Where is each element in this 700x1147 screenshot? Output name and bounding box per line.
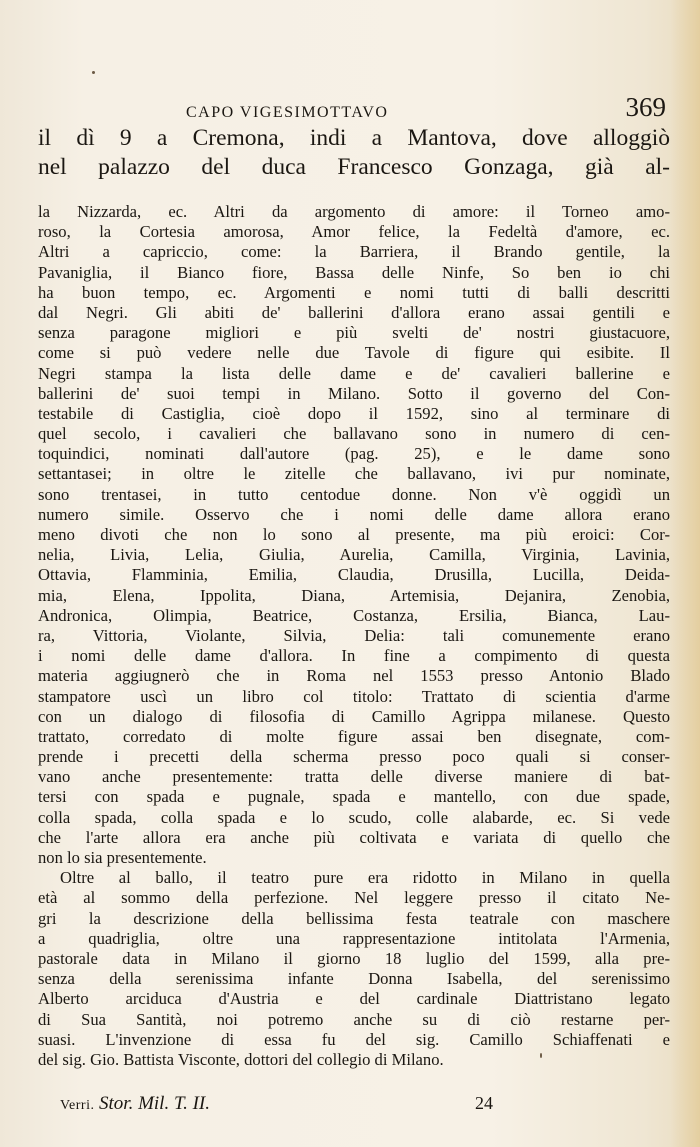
text-line: ra, Vittoria, Violante, Silvia, Delia: tali comunemente erano — [38, 625, 670, 645]
text-line: meno divoti che non lo sono al presente, ma più eroici: Cor- — [38, 525, 670, 544]
text-line: trattato, corredato di molte figure assai ben disegnate, com- — [38, 726, 670, 746]
text-line: Pavaniglia, il Bianco fiore, Bassa delle Ninfe, So ben io chi — [38, 262, 670, 282]
signature-footer — [60, 1093, 560, 1121]
signature-title: Stor. Mil. T. II. — [99, 1093, 211, 1114]
text-line: materia aggiugnerò che in Roma nel 1553 presso Antonio Blado — [38, 666, 670, 686]
text-line: testabile di Castiglia, cioè dopo il 1592, sino al terminare di — [38, 403, 670, 423]
text-line: a quadriglia, oltre una rappresentazione intitolata l'Armenia, — [38, 928, 670, 948]
text-line: suasi. L'invenzione di essa fu del sig. Camillo Schiaffenati e — [38, 1029, 670, 1049]
text-line: Andronica, Olimpia, Beatrice, Costanza, Ersilia, Bianca, Lau- — [38, 605, 670, 625]
text-line: nelia, Livia, Lelia, Giulia, Aurelia, Camilla, Virginia, Lavinia, — [38, 545, 670, 565]
text-line: senza della serenissima infante Donna Isabella, del serenissimo — [38, 969, 670, 989]
text-line: di Sua Santità, noi potremo anche su di ciò restarne per- — [38, 1009, 670, 1029]
text-line: prende i precetti della scherma presso poco quali si conser- — [38, 747, 670, 767]
text-line: senza paragone migliori e più svelti de' nostri giustacuore, — [38, 323, 670, 343]
text-line: ha buon tempo, ec. Argomenti e nomi tutti di balli descritti — [38, 282, 670, 302]
ink-speck — [92, 71, 95, 74]
text-line: ballerini de' suoi tempi in Milano. Sotto il governo del Con- — [38, 383, 670, 403]
signature-mark — [60, 1093, 210, 1115]
text-line: toquindici, nominati dall'autore (pag. 25), e le dame sono — [38, 444, 670, 464]
text-line: mia, Elena, Ippolita, Diana, Artemisia, Dejanira, Zenobia, — [38, 585, 670, 605]
text-line: i nomi delle dame d'allora. In fine a compimento di questa — [38, 646, 670, 666]
text-line: con un dialogo di filosofia di Camillo Agrippa milanese. Questo — [38, 706, 670, 726]
text-line: settantasei; in oltre le zitelle che ballavano, ivi pur nominate, — [38, 464, 670, 484]
text-line: colla spada, colla spada e lo scudo, colle alabarde, ec. Si vede — [38, 807, 670, 827]
text-line: roso, la Cortesia amorosa, Amor felice, la Fedeltà d'amore, ec. — [38, 222, 670, 242]
page-edge-stain — [670, 0, 700, 1147]
lead-line: il dì 9 a Cremona, indi a Mantova, dove alloggiò — [38, 125, 670, 151]
text-line: numero simile. Osservo che i nomi delle dame allora erano — [38, 504, 670, 524]
text-line: che l'arte allora era anche più coltivata e variata di quello che — [38, 827, 670, 847]
lead-paragraph — [38, 124, 670, 182]
text-line: sono trentasei, in tutto centodue donne. Non v'è oggidì un — [38, 484, 670, 504]
signature-number: 24 — [475, 1093, 493, 1113]
signature-author: Verri. — [60, 1098, 95, 1113]
text-line: stampatore uscì un libro col titolo: Trattato di scientia d'arme — [38, 686, 670, 706]
text-line: Ottavia, Flamminia, Emilia, Claudia, Drusilla, Lucilla, Deida- — [38, 565, 670, 585]
page-number: 369 — [625, 92, 666, 122]
text-line: come si può vedere nelle due Tavole di figure qui esibite. Il — [38, 343, 670, 363]
running-head — [38, 92, 670, 128]
text-line: Alberto arciduca d'Austria e del cardinale Diattristano legato — [38, 989, 670, 1009]
chapter-title: CAPO VIGESIMOTTAVO — [186, 104, 389, 121]
text-line: dal Negri. Gli abiti de' ballerini d'allora erano assai gentili e — [38, 302, 670, 322]
text-line: età al sommo della perfezione. Nel leggere presso il citato Ne- — [38, 888, 670, 908]
text-line: vano anche presentemente: tratta delle diverse maniere di bat- — [38, 767, 670, 787]
text-line: pastorale data in Milano il giorno 18 luglio del 1599, alla pre- — [38, 948, 670, 968]
lead-line: nel palazzo del duca Francesco Gonzaga, già al- — [38, 154, 670, 180]
text-line: del sig. Gio. Battista Visconte, dottori del collegio di Milano. — [38, 1049, 444, 1069]
text-line: quel secolo, i cavalieri che ballavano sono in numero di cen- — [38, 424, 670, 444]
text-line: Altri a capriccio, come: la Barriera, il Brando gentile, la — [38, 242, 670, 262]
text-line: tersi con spada e pugnale, spada e mantello, con due spade, — [38, 787, 670, 807]
text-line: la Nizzarda, ec. Altri da argomento di amore: il Torneo amo- — [38, 202, 670, 221]
text-line: Oltre al ballo, il teatro pure era ridotto in Milano in quella — [60, 868, 670, 888]
text-line: Negri stampa la lista delle dame e de' cavalieri ballerine e — [38, 363, 670, 383]
text-line: gri la descrizione della bellissima festa teatrale con maschere — [38, 908, 670, 928]
ink-speck — [540, 1053, 542, 1058]
text-line: non lo sia presentemente. — [38, 848, 207, 867]
body-text — [38, 202, 670, 1070]
